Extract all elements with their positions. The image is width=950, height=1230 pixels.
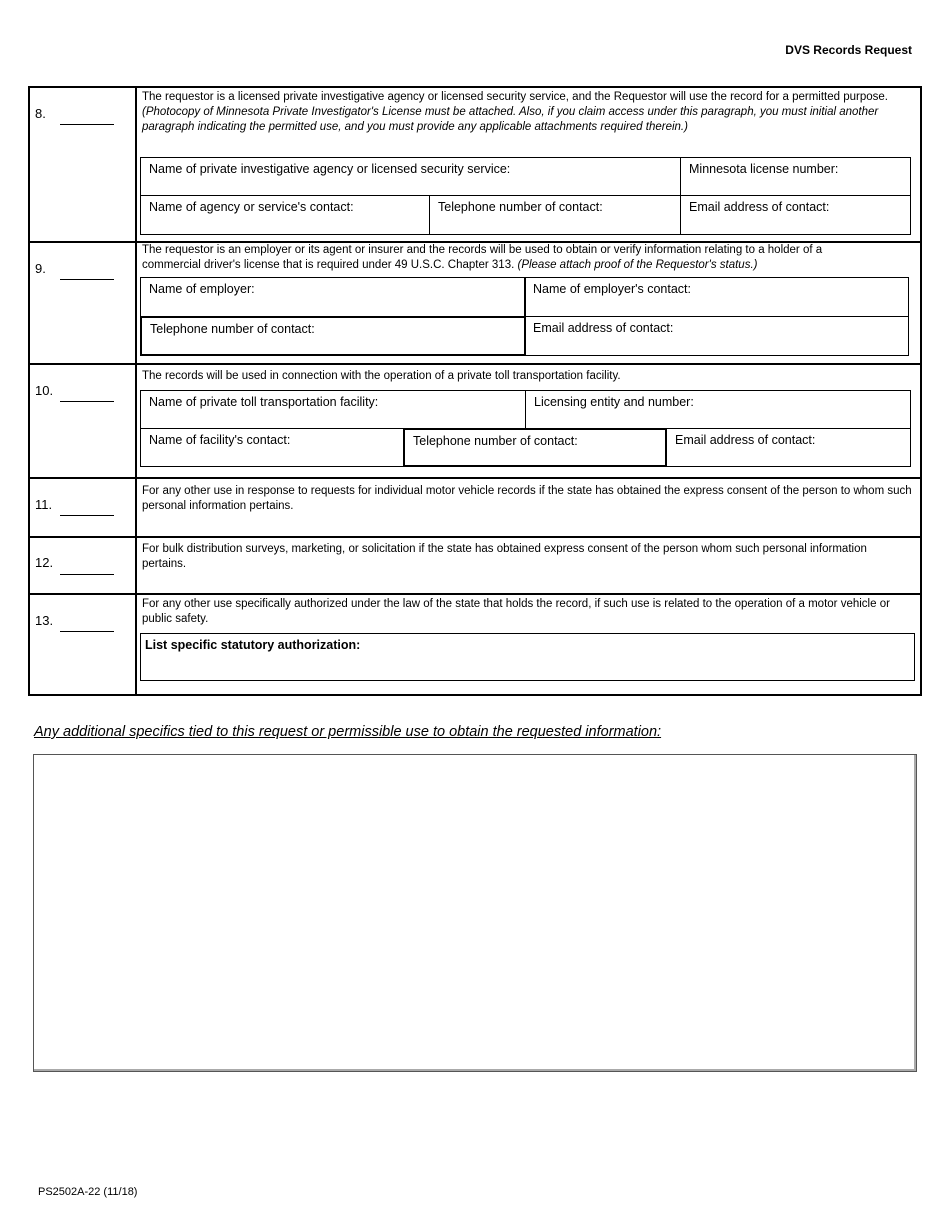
- form-code: PS2502A-22 (11/18): [38, 1186, 138, 1198]
- section-number: 8.: [35, 106, 46, 121]
- section-12: [30, 538, 920, 595]
- initial-line-11[interactable]: [60, 514, 114, 516]
- agency-name-field[interactable]: Name of private investigative agency or licensed security service:: [140, 157, 681, 196]
- section-8: [30, 88, 920, 243]
- contact-phone-field[interactable]: Telephone number of contact:: [429, 195, 681, 235]
- description-note: (Photocopy of Minnesota Private Investigator's License must be attached. Also, if you claim access under this paragraph, you must initial another paragraph indicating the permitted use, and you must provide any applicable attachments required therein.): [142, 106, 879, 133]
- description-text: The requestor is an employer or its agent or insurer and the records will be used to obtain or verify information relating to a holder of a commercial driver's license that is required under 49 U.S.C. Chapter 313.: [142, 244, 823, 271]
- section-number-cell: [30, 538, 137, 593]
- additional-specifics-label: Any additional specifics tied to this request or permissible use to obtain the requested information:: [34, 724, 662, 740]
- description-note: (Please attach proof of the Requestor's status.): [517, 259, 758, 271]
- contact-email-field[interactable]: Email address of contact:: [680, 195, 911, 235]
- section-description: For any other use specifically authorized under the law of the state that holds the record, if such use is related to the operation of a motor vehicle or public safety.: [142, 598, 890, 625]
- initial-line-12[interactable]: [60, 573, 114, 575]
- section-number-cell: [30, 595, 137, 694]
- initial-line-13[interactable]: [60, 630, 114, 632]
- contact-phone-field[interactable]: Telephone number of contact:: [140, 316, 526, 356]
- contact-email-field[interactable]: Email address of contact:: [524, 316, 909, 356]
- section-description: [142, 90, 912, 135]
- description-text: The requestor is a licensed private investigative agency or licensed security service, and the Requestor will use the record for a permitted purpose.: [142, 91, 888, 103]
- section-number-cell: [30, 365, 137, 477]
- section-number: 10.: [35, 383, 54, 398]
- section-10: [30, 365, 920, 479]
- section-description: The records will be used in connection with the operation of a private toll transportation facility.: [142, 370, 621, 382]
- section-number: 11.: [35, 497, 53, 512]
- employer-name-field[interactable]: Name of employer:: [140, 277, 526, 317]
- section-content: [140, 479, 916, 536]
- section-11: [30, 479, 920, 538]
- section-number: 12.: [35, 555, 54, 570]
- section-description: For bulk distribution surveys, marketing, or solicitation if the state has obtained express consent of the person whom such personal information pertains.: [142, 543, 867, 570]
- contact-phone-field[interactable]: Telephone number of contact:: [403, 428, 667, 467]
- section-9: [30, 243, 920, 365]
- section-content: [140, 538, 916, 593]
- facility-contact-field[interactable]: Name of facility's contact:: [140, 428, 405, 467]
- license-number-field[interactable]: Minnesota license number:: [680, 157, 911, 196]
- employer-contact-field[interactable]: Name of employer's contact:: [524, 277, 909, 317]
- toll-facility-name-field[interactable]: Name of private toll transportation facility:: [140, 390, 526, 429]
- section-number-cell: [30, 479, 137, 536]
- agency-contact-field[interactable]: Name of agency or service's contact:: [140, 195, 430, 235]
- section-13: [30, 595, 920, 694]
- section-number: 13.: [35, 613, 54, 628]
- section-content: [140, 243, 916, 363]
- section-description: [142, 243, 856, 273]
- section-content: [140, 88, 916, 241]
- section-number-cell: [30, 88, 137, 241]
- permitted-use-table: [28, 86, 922, 696]
- additional-specifics-textarea[interactable]: [33, 754, 917, 1072]
- contact-email-field[interactable]: Email address of contact:: [666, 428, 911, 467]
- section-content: [140, 595, 916, 694]
- licensing-entity-field[interactable]: Licensing entity and number:: [525, 390, 911, 429]
- section-content: [140, 365, 916, 477]
- statutory-authorization-field[interactable]: List specific statutory authorization:: [140, 633, 915, 681]
- page-title: DVS Records Request: [785, 43, 912, 57]
- section-description: For any other use in response to requests for individual motor vehicle records if the state has obtained the express consent of the person to whom such personal information pertains.: [142, 485, 912, 512]
- section-number-cell: [30, 243, 137, 363]
- initial-line-9[interactable]: [60, 278, 114, 280]
- section-number: 9.: [35, 261, 46, 276]
- initial-line-10[interactable]: [60, 400, 114, 402]
- initial-line-8[interactable]: [60, 123, 114, 125]
